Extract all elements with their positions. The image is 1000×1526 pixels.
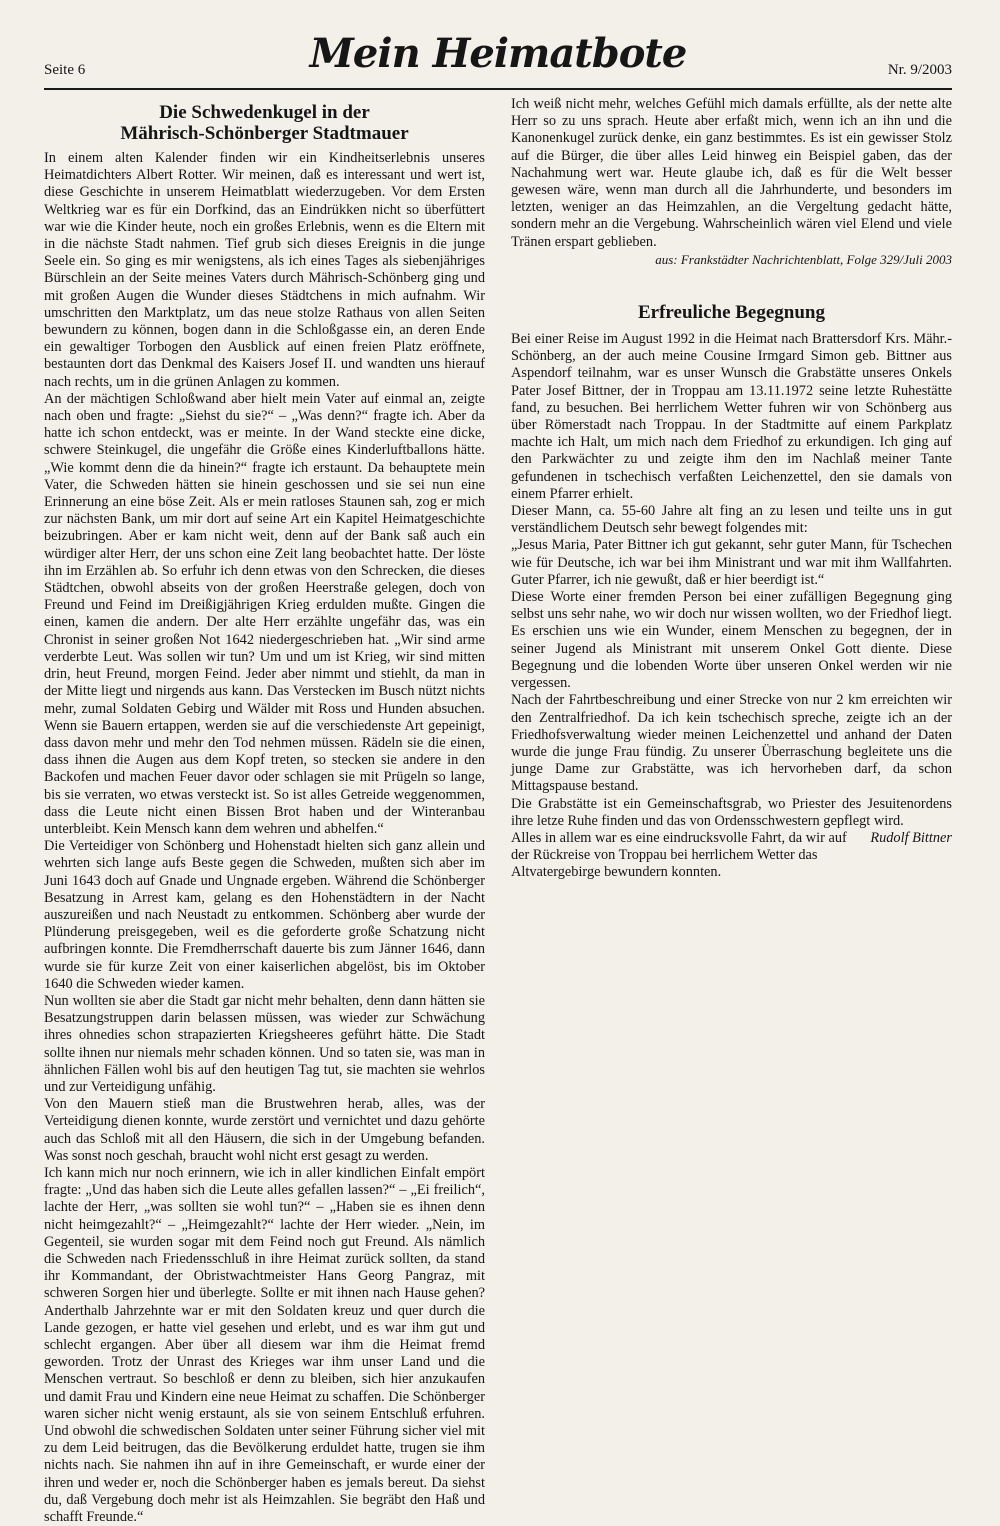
article-2-title: Erfreuliche Begegnung <box>637 302 825 324</box>
article-1-paragraph: Von den Mauern stieß man die Brustwehren herab, alles, was der Verteidigung dienen konnte, wurde zerstört und vernichtet und dazu gehörte auch das Schloß mit all den Häusern, die sich in der Umgebung befanden. Was sonst noch geschah, braucht wohl nicht erst gesagt zu werden. <box>44 1096 485 1164</box>
page-number: Seite 6 <box>44 62 86 78</box>
article-1-source: aus: Frankstädter Nachrichtenblatt, Folge 329/Juli 2003 <box>655 251 952 267</box>
content-columns <box>44 96 952 1526</box>
article-1-paragraph: Ich kann mich nur noch erinnern, wie ich in aller kindlichen Einfalt empört fragte: „Und das haben sich die Leute alles gefallen lassen?“ – „Ei freilich“, lachte der Herr, „was sollten sie wohl tun?“ – „Haben sie es ihnen denn nicht heimgezahlt?“ – „Heimgezahlt?“ lachte der Herr wieder. „Nein, im Gegenteil, sie wurden sogar mit dem Feind noch gut Freund. Als nämlich die Schweden nach Friedensschluß in ihre Heimat zurück sollten, da stand ihr Kommandant, der Obristwachtmeister Hans Georg Pangraz, mit schweren Sorgen hier und überlegte. Sollte er mit ihnen nach Hause gehen? Anderthalb Jahrzehnte war er mit den Soldaten kreuz und quer durch die Lande gezogen, er hatte viel gesehen und erlebt, und es war ihm gut und schlecht ergangen. Aber über all diesem war ihm die Heimat fremd geworden. Trotz der Unrast des Krieges war ihm unser Land und die Menschen vertraut. So beschloß er denn zu bleiben, sich hier anzukaufen und damit Frau und Kindern eine neue Heimat zu schaffen. Die Schönberger waren sicher nicht wenig erstaunt, als sie von seinem Entschluß erfuhren. Und obwohl die schwedischen Soldaten unter seiner Führung sicher viel mit zu dem Leid beitrugen, das die Bevölkerung erduldet hatte, trugen sie ihm nichts nach. Sie nahmen ihn auf in ihre Gemeinschaft, er wurde einer der ihren und weder er, noch die Schönberger haben es jemals bereut. Da siehst du, daß Vergebung doch mehr ist als Heimzahlen. Sie begräbt den Haß und schafft Freunde.“ <box>44 1164 485 1526</box>
article-1-paragraph: Nun wollten sie aber die Stadt gar nicht mehr behalten, denn dann hätten sie Besatzungstruppen darin belassen müssen, was wieder zur Schwächung ihres ohnedies schon strapazierten Kriegsheeres geführt hätte. Die Stadt sollte ihnen nur niemals mehr schaden können. Und so taten sie, was man in ähnlichen Fällen wohl bis auf den heutigen Tag tut, sie machten sie wehrlos und zur Verteidigung unfähig. <box>44 992 485 1095</box>
article-2-paragraph: Die Grabstätte ist ein Gemeinschaftsgrab, wo Priester des Jesuitenordens ihre letze Ruhe finden und das von Ordensschwestern gepflegt wird. <box>511 795 952 829</box>
masthead-title: Mein Heimatbote <box>309 30 687 77</box>
article-2-paragraph: Nach der Fahrtbeschreibung und einer Strecke von nur 2 km erreichten wir den Zentralfriedhof. Da ich kein tschechisch spreche, zeigte ich an der Friedhofsverwaltung wieder meinen Leichenzettel und anhand der Daten wurde die junge Frau fündig. Zu unserer Überraschung begleitete uns die junge Dame zur Grabstätte, was ich hervorheben darf, da schon Mittagspause bestand. <box>511 692 952 795</box>
article-2-paragraph: Dieser Mann, ca. 55-60 Jahre alt fing an zu lesen und teilte uns in gut verständlichem Deutsch sehr bewegt folgendes mit: <box>511 503 952 537</box>
article-2-paragraph: „Jesus Maria, Pater Bittner ich gut gekannt, sehr guter Mann, für Tschechen wie für Deutsche, ich war bei ihm Ministrant und war mit ihm Wallfahrten. Guter Pfarrer, ich nie gewußt, daß er hier beerdigt ist.“ <box>511 537 952 588</box>
article-1-title-line-1: Die Schwedenkugel in der <box>159 102 370 123</box>
article-1-paragraph: An der mächtigen Schloßwand aber hielt mein Vater auf einmal an, zeigte nach oben und fragte: „Siehst du sie?“ – „Was denn?“ fragte ich. Aber da hatte ich schon entdeckt, was er meinte. In der Wand steckte eine dicke, schwere Steinkugel, die ungefähr die Größe eines Kinderluftballons hätte. „Wie kommt denn die da hinein?“ fragte ich erstaunt. Da behauptete mein Vater, die Schweden hätten sie hinein geschossen und sie sei nun eine Erinnerung an eine böse Zeit. Als er mein ratloses Staunen sah, zog er mich zur nächsten Bank, um mir dort auf seine Art ein Kapitel Heimatgeschichte beizubringen. Aber er kam nicht weit, denn auf der Bank saß auch ein würdiger alter Herr, der uns schon eine Zeit lang beobachtet hatte. Der löste ihn im Erzählen ab. So erfuhr ich denn etwas von den Schrecken, die dieses Städtchen, obwohl abseits von der großen Heerstraße gelegen, doch von Freund und Feind im Dreißigjährigen Krieg erdulden mußte. Gingen die einen, kamen die andern. Der alte Herr erzählte ungefähr das, was ein Chronist in seiner großen Not 1642 niedergeschrieben hat. „Wir sind arme verderbte Leut. Was sollen wir tun? Um und um ist Krieg, wir sind mitten drin, heut Freund, morgen Feind. Jeder aber nimmt und stiehlt, da man in der Mitte liegt und nirgends aus kann. Das Verstecken im Busch nützt nichts mehr, zumal Soldaten Gebirg und Wälder mit Ross und Hunden absuchen. Wenn sie Bauern ertappen, werden sie auf die verschiedenste Art gepeinigt, dass davon mehr und mehr den Tod nehmen müssen. Rädeln sie die einen, dass ihnen die Augen aus dem Kopf treten, so stecken sie andere in den Backofen und machen Feuer davor oder schlagen sie mit Prügeln so lange, bis sie verraten, wo etwas versteckt ist. So ist alles Getreide weggenommen, dass die Leute nicht einen Bissen Brot haben und der Winteranbau unterbleibt. Kein Mensch kann dem wehren und abhelfen.“ <box>44 390 485 837</box>
author-signature: Rudolf Bittner <box>870 829 952 846</box>
article-2-paragraph: Alles in allem war es eine eindrucksvolle Fahrt, da wir auf der Rückreise von Troppau bei herrlichem Wetter das Altvatergebirge bewundern konnten. <box>511 829 847 881</box>
issue-number: Nr. 9/2003 <box>887 62 952 78</box>
article-1-paragraph: In einem alten Kalender finden wir ein Kindheitserlebnis unseres Heimatdichters Albert Rotter. Wir meinen, daß es interessant und wert ist, diese Geschichte in unserem Heimatblatt wiederzugeben. Vor dem Ersten Weltkrieg war es für ein Dorfkind, das an Eindrükken nicht so überfüttert war wie die Kinder heute, noch ein großes Erlebnis, wenn es die Eltern mit in die nächste Stadt nahmen. Tief grub sich dieses Ereignis in die junge Seele ein. So ging es mir wenigstens, als ich eines Tages als siebenjähriges Bürschlein an der Seite meines Vaters durch Mährisch-Schönberg ging und mit großen Augen die Wunder dieses Städtchens in mich aufnahm. Wir umschritten den Marktplatz, um das neue stolze Rathaus von allen Seiten bewundern zu können, bogen dann in die Schloßgasse ein, an deren Ende ein gewaltiger Torbogen den Ausblick auf einen freien Platz eröffnete, bestaunten dort das Denkmal des Kaisers Josef II. und wandten uns hierauf nach rechts, um in die grünen Anlagen zu kommen. <box>44 150 485 390</box>
right-column <box>511 96 952 1526</box>
article-2-closing <box>511 830 952 882</box>
article-1-title <box>44 102 485 144</box>
article-1-title-line-2: Mährisch-Schönberger Stadtmauer <box>120 123 409 144</box>
article-1-paragraph: Die Verteidiger von Schönberg und Hohenstadt hielten sich ganz allein und wehrten sich lange aufs Beste gegen die Schweden, mußten sich aber im Juni 1643 doch auf Gnade und Ungnade ergeben. Während die Schönberger Besatzung in Arrest kam, gelang es den Hohenstädtern in der Nacht auszureißen und nach Neustadt zu entkommen. Schönberg aber wurde der Plünderung preisgegeben, weil es die geforderte große Schatzung nicht aufbringen konnte. Die Fremdherrschaft dauerte bis zum Jänner 1646, dann wurde sie für kurze Zeit von einer kaiserlichen abgelöst, bis im Oktober 1640 die Schweden wieder kamen. <box>44 838 485 992</box>
article-2-paragraph: Diese Worte einer fremden Person bei einer zufälligen Begegnung ging selbst uns sehr nahe, wo wir doch nur wissen wollten, wo der Friedhof liegt. Es erschien uns wie ein Wunder, einem Menschen zu begegnen, der in seiner Jugend als Ministrant mit unserem Onkel Gott diente. Diese Begegnung und die lobenden Worte über unseren Onkel werden wir nie vergessen. <box>511 589 952 692</box>
page-header <box>44 28 952 90</box>
article-2-paragraph: Bei einer Reise im August 1992 in die Heimat nach Brattersdorf Krs. Mähr.-Schönberg, an der auch meine Cousine Irmgard Simon geb. Bittner aus Aspendorf teilnahm, war es unser Wunsch die Grabstätte unseres Onkels Pater Josef Bittner, der in Troppau am 13.11.1972 seine letzte Ruhestätte fand, zu besuchen. Bei herrlichem Wetter fuhren wir von Schönberg aus über Römerstadt nach Troppau. In der Stadtmitte auf einem Parkplatz machte ich Halt, um mich nach dem Friedhof zu erkundigen. Ich ging auf den Parkwächter zu und zeigte ihm den im Nachlaß meiner Tante gefundenen in tschechisch verfaßten Leichenzettel, den sie damals von einem Pfarrer erhielt. <box>511 331 952 502</box>
left-column <box>44 96 485 1526</box>
article-1-paragraph: Ich weiß nicht mehr, welches Gefühl mich damals erfüllte, als der nette alte Herr so zu uns sprach. Heute aber erfaßt mich, wenn ich an ihn und die Kanonenkugel zurück denke, ein ganz bestimmtes. Es ist ein gewisser Stolz auf die Bürger, die über alles Leid hinweg ein Beispiel gaben, das der Nachahmung wert war. Heute glaube ich, daß es für die Welt besser gewesen wäre, wenn man durch all die Jahrhunderte, und besonders im letzten, weniger an das Heimzahlen, an die Vergeltung gedacht hätte, sondern mehr an die Vergebung. Wahrscheinlich wären viel Elend und viele Tränen erspart geblieben. <box>511 96 952 250</box>
